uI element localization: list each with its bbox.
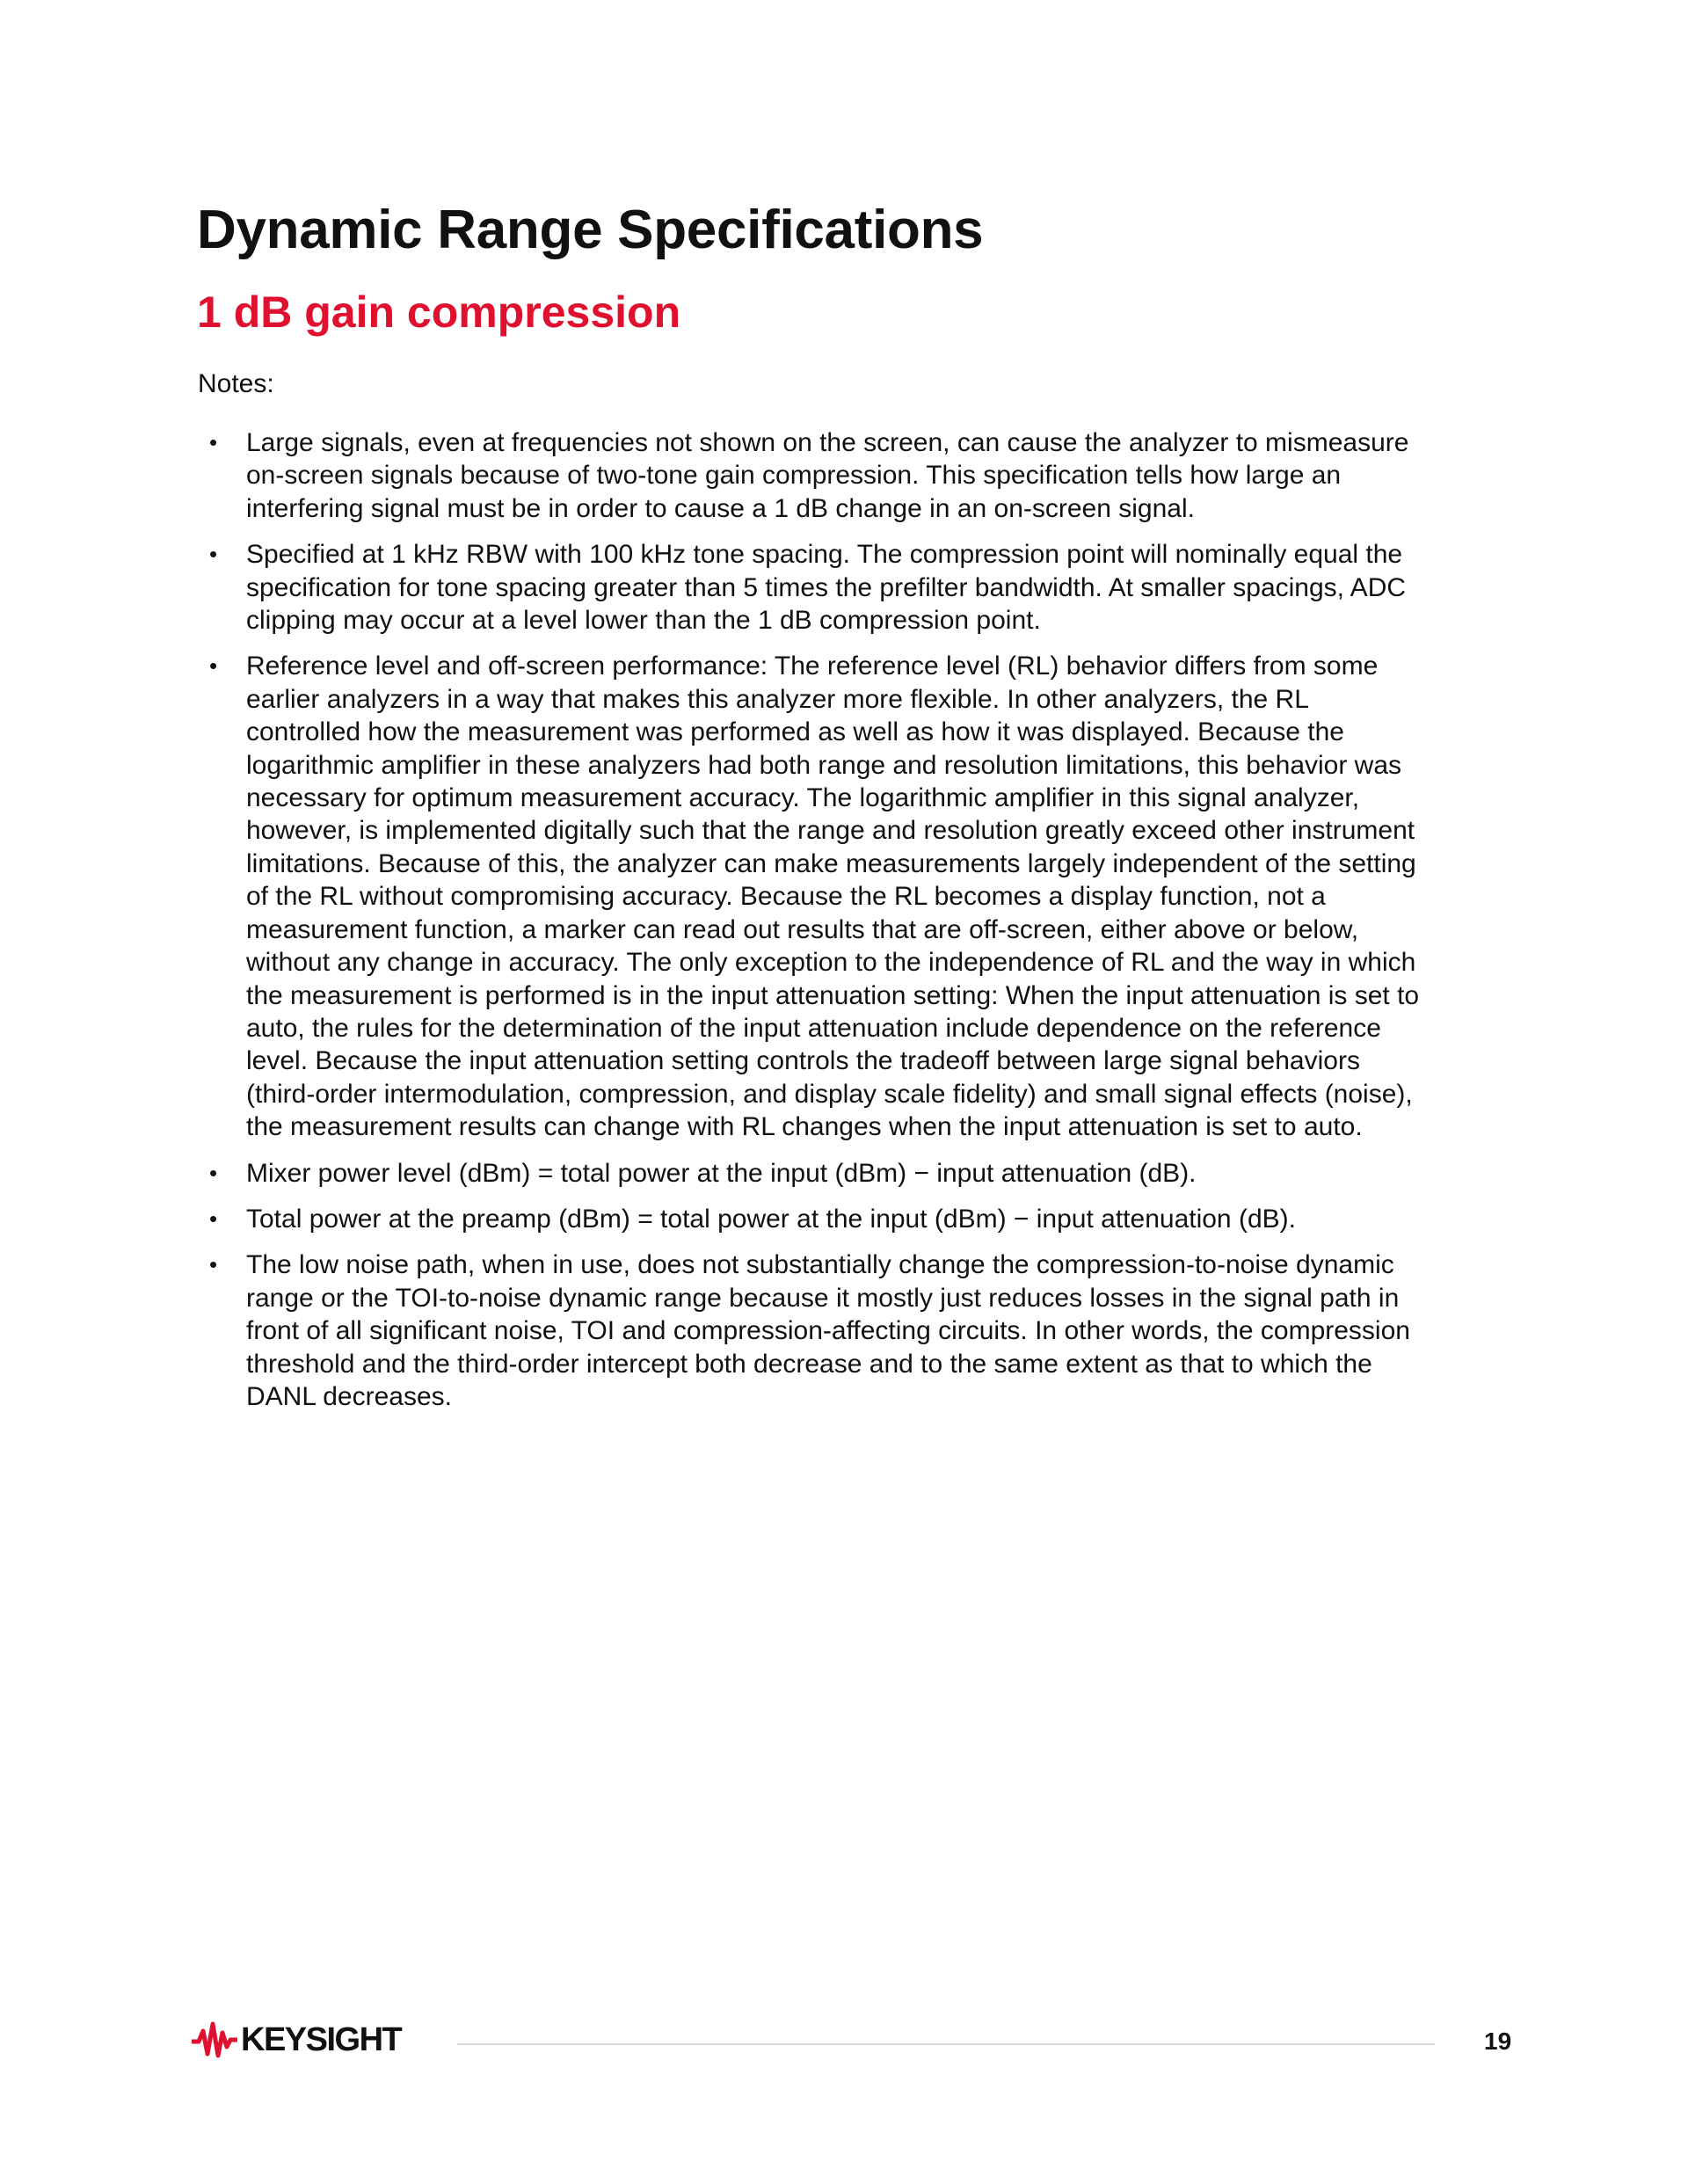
note-text-line: of the RL without compromising accuracy. Because the RL becomes a display function, not a: [246, 882, 1326, 912]
logo-text: KEYSIGHT: [241, 2020, 402, 2058]
note-text-line: (third-order intermodulation, compression, and display scale fidelity) and small signal effects (noise),: [246, 1079, 1413, 1109]
note-text-line: without any change in accuracy. The only exception to the independence of RL and the way in which: [246, 948, 1416, 978]
note-text-line: specification for tone spacing greater than 5 times the prefilter bandwidth. At smaller spacings, ADC: [246, 572, 1407, 602]
note-text-line: DANL decreases.: [246, 1381, 452, 1411]
note-item: [202, 1203, 1486, 1235]
note-item: [202, 538, 1486, 637]
bullet-icon: •: [209, 1205, 218, 1232]
note-text-line: clipping may occur at a level lower than the 1 dB compression point.: [246, 606, 1041, 636]
note-item: [202, 1157, 1486, 1190]
note-text-line: Specified at 1 kHz RBW with 100 kHz tone spacing. The compression point will nominally equal the: [246, 540, 1403, 570]
note-text-line: however, is implemented digitally such that the range and resolution greatly exceed other instrument: [246, 816, 1415, 846]
note-text-line: threshold and the third-order intercept both decrease and to the same extent as that to which the: [246, 1349, 1372, 1379]
note-text-line: on-screen signals because of two-tone gain compression. This specification tells how large an: [246, 461, 1342, 491]
note-text-line: logarithmic amplifier in these analyzers had both range and resolution limitations, this behavior was: [246, 750, 1402, 780]
note-text-line: measurement function, a marker can read out results that are off-screen, either above or below,: [246, 914, 1359, 944]
bullet-icon: •: [209, 429, 218, 455]
note-text-line: range or the TOI-to-noise dynamic range because it mostly just reduces losses in the signal path in: [246, 1283, 1400, 1313]
keysight-wave-icon: [192, 2020, 237, 2059]
note-text-line: front of all significant noise, TOI and compression-affecting circuits. In other words, the compression: [246, 1316, 1410, 1346]
note-text-line: controlled how the measurement was performed as well as how it was displayed. Because the: [246, 717, 1344, 747]
note-text-line: the measurement is performed is in the input attenuation setting: When the input attenuation is set to: [246, 980, 1420, 1010]
note-text-line: Total power at the preamp (dBm) = total power at the input (dBm) − input attenuation (dB).: [246, 1204, 1296, 1234]
note-text-line: interfering signal must be in order to cause a 1 dB change in an on-screen signal.: [246, 493, 1195, 523]
page-number: 19: [1484, 2027, 1512, 2055]
bullet-icon: •: [209, 541, 218, 568]
footer-divider: [457, 2043, 1435, 2045]
note-text-line: auto, the rules for the determination of the input attenuation include dependence on the reference: [246, 1013, 1381, 1043]
note-item: [202, 650, 1486, 1143]
keysight-logo: [192, 2020, 401, 2059]
page-title: Dynamic Range Specifications: [197, 200, 984, 260]
note-text-line: earlier analyzers in a way that makes this analyzer more flexible. In other analyzers, the RL: [246, 684, 1309, 714]
note-text-line: The low noise path, when in use, does not substantially change the compression-to-noise dynamic: [246, 1250, 1394, 1280]
notes-label: Notes:: [198, 369, 274, 398]
note-text-line: Reference level and off-screen performance: The reference level (RL) behavior differs from some: [246, 652, 1379, 681]
bullet-icon: •: [209, 1159, 218, 1186]
note-text-line: necessary for optimum measurement accuracy. The logarithmic amplifier in this signal analyzer,: [246, 783, 1360, 813]
note-item: [202, 426, 1486, 525]
note-text-line: the measurement results can change with RL changes when the input attenuation is set to auto.: [246, 1112, 1363, 1142]
note-text-line: level. Because the input attenuation setting controls the tradeoff between large signal behaviors: [246, 1046, 1360, 1076]
section-heading: 1 dB gain compression: [197, 288, 681, 337]
notes-list: [202, 426, 1486, 1426]
bullet-icon: •: [209, 1251, 218, 1278]
note-text-line: Mixer power level (dBm) = total power at the input (dBm) − input attenuation (dB).: [246, 1158, 1197, 1188]
bullet-icon: •: [209, 652, 218, 680]
note-text-line: Large signals, even at frequencies not shown on the screen, can cause the analyzer to mismeasure: [246, 428, 1409, 457]
note-text-line: limitations. Because of this, the analyzer can make measurements largely independent of the setting: [246, 848, 1416, 878]
note-item: [202, 1249, 1486, 1413]
